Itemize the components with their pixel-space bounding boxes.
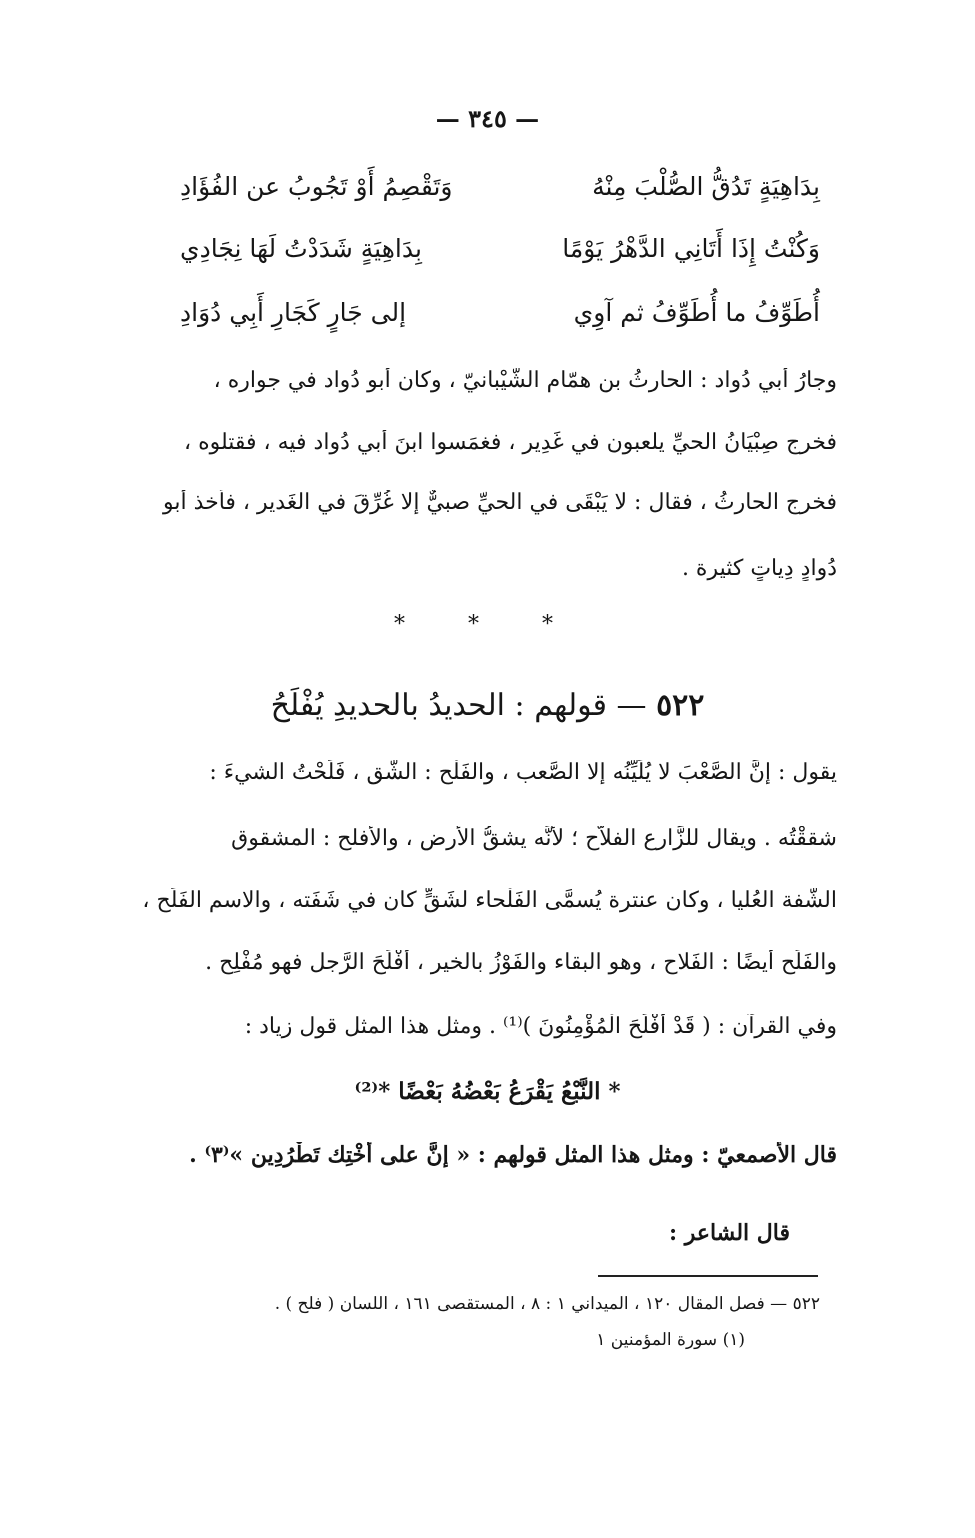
footnote: (١) سورة المؤمنين ١ — [596, 1330, 745, 1350]
asmai-quote-line: قال الأصمعيّ : ومثل هذا المثل قولهم : « إنَّ على أَخْتِك تَطْرُدِين »⁽٣⁾ . — [189, 1142, 837, 1168]
proverb-title: قولهم : الحديدُ بالحديدِ يُفْلَحُ — [270, 688, 607, 723]
body-line: والفَلَح أيضًا : الفَلاح ، وهو البقاء والفَوْزُ بالخير ، أَفْلَحَ الرَّجل فهو مُفْلِح . — [205, 950, 837, 975]
section-separator: * * * — [394, 612, 581, 637]
body-line: شققْتُه . ويقال للزَّارع الفلاّح ؛ لأنَّه يشقُّ الأرض ، والأفلح : المشقوق — [231, 826, 837, 851]
prose-line: فخرج الحارثُ ، فقال : لا يَبْقَى في الحيِّ صبيٌّ إلا غُرِّقَ في الغَدير ، فأخذ أبو — [162, 490, 837, 515]
prose-line: وجارُ أبي دُواد : الحارثُ بن همّام الشَّيْبانيّ ، وكان أبو دُواد في جواره ، — [213, 368, 837, 393]
verse-line — [180, 298, 820, 342]
page-number: — ٣٤٥ — — [435, 104, 540, 133]
prose-line: دُوادٍ دِياتٍ كثيرة . — [681, 556, 837, 581]
verse-second-hemistich: بِدَاهِيَةٍ شَدَدْتُ لَهَا نِجَادِي — [180, 234, 422, 263]
prose-line: فخرج صِبْيَانُ الحيِّ يلعبون في غَدِير ، فغمَسوا ابنَ أبي دُواد فيه ، فقتلوه ، — [183, 430, 837, 455]
poet-intro: قال الشاعر : — [668, 1220, 790, 1246]
footnote-rule — [598, 1275, 818, 1277]
footnote: ٥٢٢ — فصل المقال ١٢٠ ، الميداني ١ : ٨ ، المستقصى ١٦١ ، اللسان ( فلح ) . — [274, 1294, 820, 1314]
body-line: يقول : إنَّ الصَّعْبَ لا يُلَيِّنُه إلا الصَّعب ، والفَلْح : الشَّق ، فَلَحْتُ الشيءَ : — [209, 760, 837, 785]
verse-line — [180, 172, 820, 216]
verse-second-hemistich: إلى جَارٍ كَجَارِ أَبِي دُوَادِ — [180, 298, 407, 327]
heading-dash: — — [616, 688, 647, 723]
verse-first-hemistich: وَتَقْصِمُ أَوْ تَجُوبُ عن الفُؤَادِ — [180, 172, 453, 201]
proverb-number: ٥٢٢ — [656, 688, 705, 723]
verse-line — [180, 234, 820, 278]
section-heading — [0, 688, 975, 723]
verse-second-hemistich: بِدَاهِيَةٍ تَدُقُّ الصُّلْبَ مِنْهُ — [592, 172, 820, 201]
quoted-hemistich: * النَّبْعُ يَقْرَعُ بَعْضُهُ بَعْضًا *⁽²⁾ — [354, 1078, 621, 1105]
body-line: الشَّفة العُليا ، وكان عنترة يُسمَّى الفَلْحاء لشَقٍّ كان في شَفَته ، والاسم الفَلَح ، — [142, 888, 837, 913]
verse-first-hemistich: وَكُنْتُ إِذَا أَتَانِي الدَّهْرُ يَوْمًا — [562, 234, 820, 263]
body-line: وفي القرآن : ( قَدْ أَفْلَحَ الْمُؤْمِنُونَ )⁽¹⁾ . ومثل هذا المثل قول زياد : — [244, 1014, 837, 1039]
verse-first-hemistich: أُطَوِّفُ ما أُطَوِّفُ ثم آوِي — [573, 298, 820, 327]
